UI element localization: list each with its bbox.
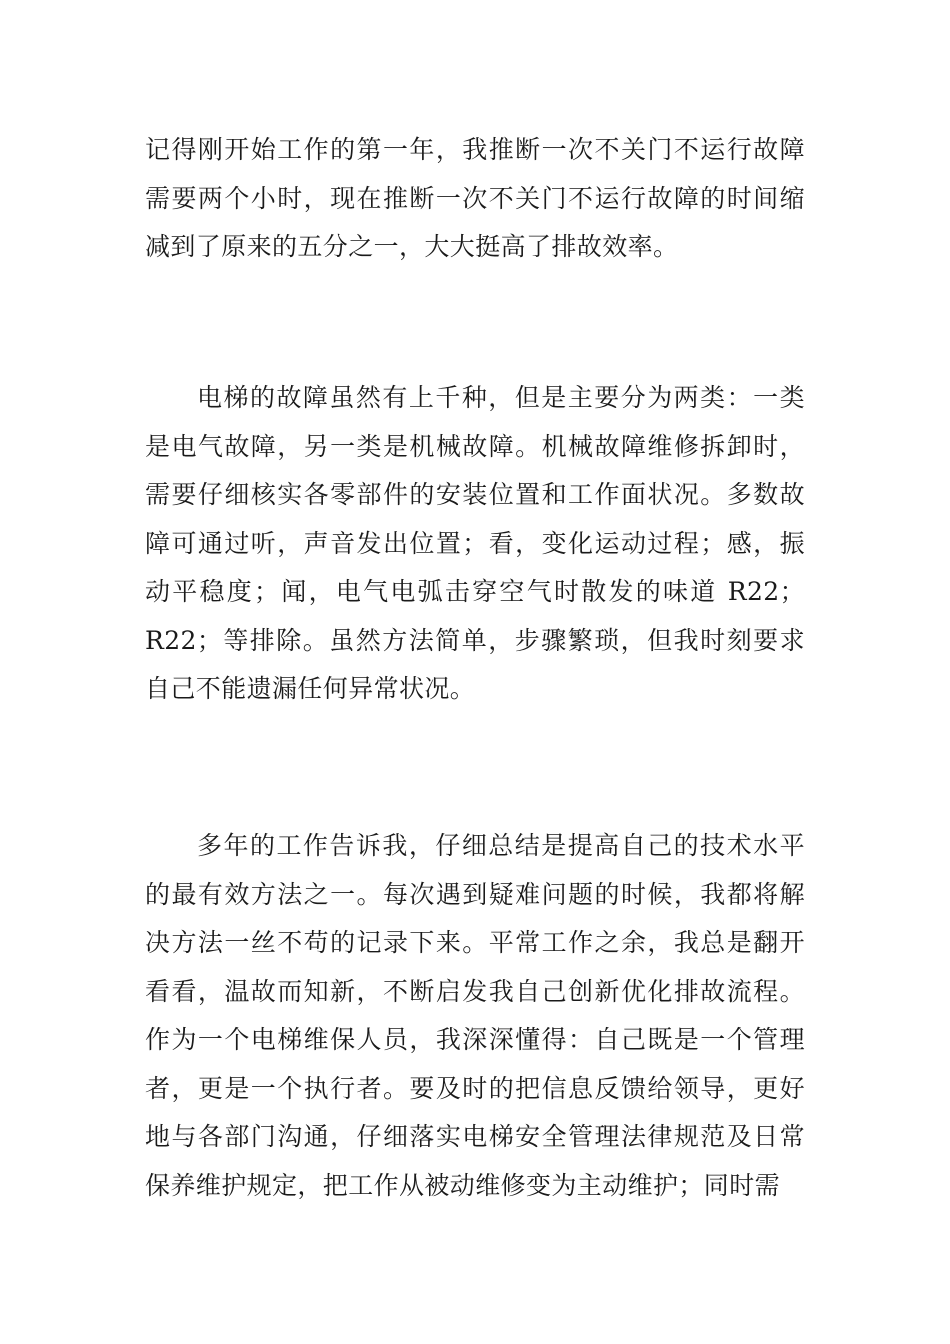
paragraph-work-summary: 多年的工作告诉我，仔细总结是提高自己的技术水平的最有效方法之一。每次遇到疑难问题的时候，我都将解决方法一丝不苟的记录下来。平常工作之余，我总是翻开看看，温故而知新，不断启发我自己创新优化排故流程。作为一个电梯维保人员，我深深懂得：自己既是一个管理者，更是一个执行者。要及时的把信息反馈给领导，更好地与各部门沟通，仔细落实电梯安全管理法律规范及日常保养维护规定，把工作从被动维修变为主动维护；同时需: [145, 831, 805, 1200]
paragraph-first-year-efficiency: 记得刚开始工作的第一年，我推断一次不关门不运行故障需要两个小时，现在推断一次不关门不运行故障的时间缩减到了原来的五分之一，大大挺高了排故效率。: [145, 135, 805, 261]
paragraph-elevator-fault-types: 电梯的故障虽然有上千种，但是主要分为两类：一类是电气故障，另一类是机械故障。机械故障维修拆卸时，需要仔细核实各零部件的安装位置和工作面状况。多数故障可通过听，声音发出位置；看，变化运动过程；感，振动平稳度；闻，电气电弧击穿空气时散发的味道 R22；R22；等排除。虽然方法简单，步骤繁琐，但我时刻要求自己不能遗漏任何异常状况。: [145, 383, 805, 703]
